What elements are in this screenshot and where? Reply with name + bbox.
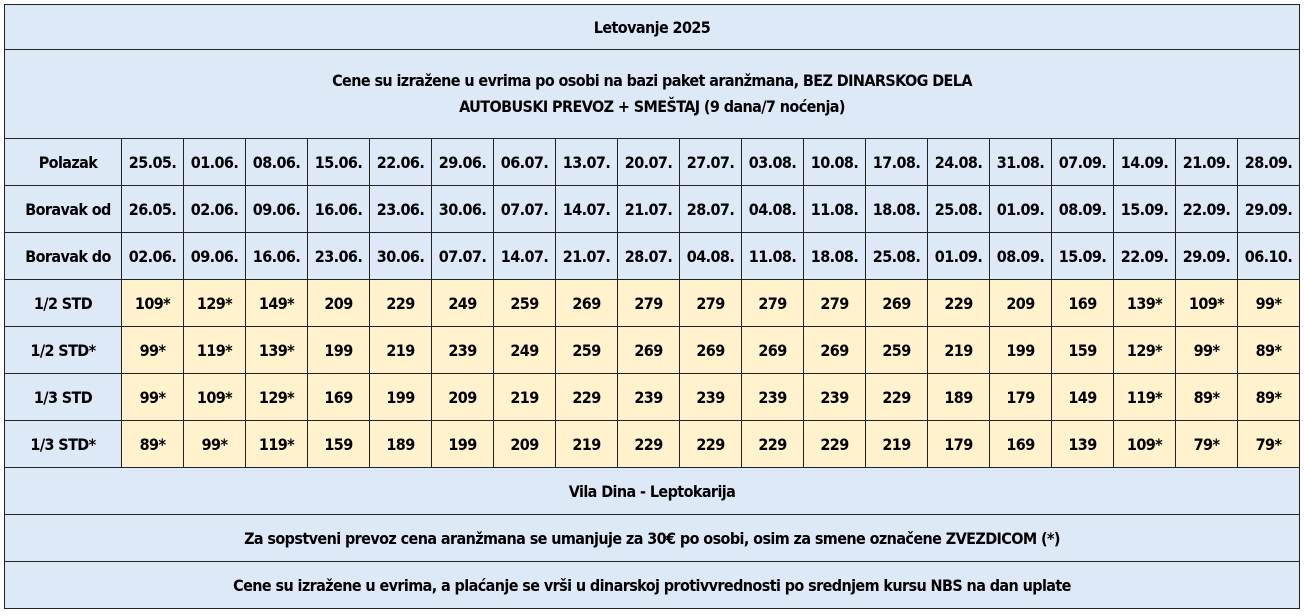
price-cell: 219 xyxy=(494,374,556,421)
own-transport-note: Za sopstveni prevoz cena aranžmana se umanjuje za 30€ po osobi, osim za smene označene ZVEZDICOM (*) xyxy=(5,515,1300,562)
price-cell: 229 xyxy=(866,374,928,421)
date-cell: 16.06. xyxy=(246,233,308,280)
date-cell: 25.08. xyxy=(928,186,990,233)
date-cell: 30.06. xyxy=(432,186,494,233)
date-cell: 23.06. xyxy=(370,186,432,233)
date-cell: 29.09. xyxy=(1176,233,1238,280)
date-cell: 10.08. xyxy=(804,139,866,186)
price-cell: 229 xyxy=(370,280,432,327)
price-cell: 279 xyxy=(804,280,866,327)
price-info xyxy=(5,50,1300,139)
date-cell: 04.08. xyxy=(742,186,804,233)
price-cell: 109* xyxy=(184,374,246,421)
date-cell: 11.08. xyxy=(804,186,866,233)
price-cell: 99* xyxy=(184,421,246,468)
date-cell: 15.09. xyxy=(1114,186,1176,233)
date-cell: 22.06. xyxy=(370,139,432,186)
date-cell: 15.06. xyxy=(308,139,370,186)
row-label: 1/2 STD* xyxy=(5,327,122,374)
date-cell: 08.09. xyxy=(1052,186,1114,233)
price-cell: 239 xyxy=(432,327,494,374)
price-cell: 79* xyxy=(1238,421,1300,468)
price-cell: 159 xyxy=(308,421,370,468)
price-cell: 209 xyxy=(308,280,370,327)
price-table xyxy=(4,4,1300,609)
price-cell: 279 xyxy=(680,280,742,327)
date-cell: 21.09. xyxy=(1176,139,1238,186)
date-cell: 18.08. xyxy=(866,186,928,233)
price-cell: 259 xyxy=(556,327,618,374)
price-cell: 239 xyxy=(680,374,742,421)
price-cell: 149* xyxy=(246,280,308,327)
table-row xyxy=(5,186,1300,233)
price-cell: 209 xyxy=(990,280,1052,327)
price-cell: 99* xyxy=(1238,280,1300,327)
date-cell: 29.09. xyxy=(1238,186,1300,233)
date-cell: 21.07. xyxy=(618,186,680,233)
date-cell: 09.06. xyxy=(246,186,308,233)
date-cell: 25.08. xyxy=(866,233,928,280)
price-cell: 189 xyxy=(370,421,432,468)
price-cell: 279 xyxy=(742,280,804,327)
price-cell: 249 xyxy=(494,327,556,374)
price-cell: 109* xyxy=(122,280,184,327)
date-cell: 24.08. xyxy=(928,139,990,186)
table-row xyxy=(5,327,1300,374)
date-cell: 15.09. xyxy=(1052,233,1114,280)
price-cell: 239 xyxy=(804,374,866,421)
price-cell: 89* xyxy=(122,421,184,468)
date-cell: 20.07. xyxy=(618,139,680,186)
price-cell: 139* xyxy=(246,327,308,374)
price-cell: 109* xyxy=(1176,280,1238,327)
date-cell: 06.07. xyxy=(494,139,556,186)
date-cell: 26.05. xyxy=(122,186,184,233)
price-cell: 229 xyxy=(804,421,866,468)
date-cell: 22.09. xyxy=(1176,186,1238,233)
table-title: Letovanje 2025 xyxy=(5,5,1300,50)
date-cell: 07.07. xyxy=(432,233,494,280)
date-cell: 01.09. xyxy=(928,233,990,280)
table-row xyxy=(5,421,1300,468)
date-cell: 14.09. xyxy=(1114,139,1176,186)
date-cell: 13.07. xyxy=(556,139,618,186)
price-cell: 219 xyxy=(928,327,990,374)
price-cell: 259 xyxy=(866,327,928,374)
price-cell: 219 xyxy=(370,327,432,374)
table-row xyxy=(5,374,1300,421)
price-cell: 119* xyxy=(1114,374,1176,421)
price-cell: 259 xyxy=(494,280,556,327)
price-info-line-2: AUTOBUSKI PREVOZ + SMEŠTAJ (9 dana/7 noćenja) xyxy=(459,97,845,116)
date-cell: 16.06. xyxy=(308,186,370,233)
date-cell: 07.09. xyxy=(1052,139,1114,186)
date-cell: 07.07. xyxy=(494,186,556,233)
date-cell: 01.06. xyxy=(184,139,246,186)
price-cell: 229 xyxy=(928,280,990,327)
payment-note: Cene su izražene u evrima, a plaćanje se vrši u dinarskoj protivvrednosti po srednjem kursu NBS na dan uplate xyxy=(5,562,1300,609)
price-cell: 109* xyxy=(1114,421,1176,468)
price-cell: 269 xyxy=(804,327,866,374)
price-cell: 199 xyxy=(432,421,494,468)
date-cell: 14.07. xyxy=(556,186,618,233)
date-cell: 08.09. xyxy=(990,233,1052,280)
date-cell: 21.07. xyxy=(556,233,618,280)
price-cell: 89* xyxy=(1238,327,1300,374)
date-cell: 14.07. xyxy=(494,233,556,280)
price-cell: 269 xyxy=(618,327,680,374)
price-cell: 129* xyxy=(184,280,246,327)
price-cell: 99* xyxy=(122,327,184,374)
row-label: Polazak xyxy=(5,139,122,186)
date-cell: 28.09. xyxy=(1238,139,1300,186)
date-cell: 31.08. xyxy=(990,139,1052,186)
price-cell: 229 xyxy=(618,421,680,468)
price-cell: 139* xyxy=(1114,280,1176,327)
date-cell: 28.07. xyxy=(618,233,680,280)
price-cell: 169 xyxy=(1052,280,1114,327)
own-transport-note-row xyxy=(5,515,1300,562)
price-cell: 209 xyxy=(494,421,556,468)
price-cell: 199 xyxy=(308,327,370,374)
row-label: 1/2 STD xyxy=(5,280,122,327)
row-label: 1/3 STD* xyxy=(5,421,122,468)
date-cell: 28.07. xyxy=(680,186,742,233)
title-row xyxy=(5,5,1300,50)
date-cell: 25.05. xyxy=(122,139,184,186)
table-row xyxy=(5,280,1300,327)
price-cell: 229 xyxy=(742,421,804,468)
price-cell: 219 xyxy=(556,421,618,468)
table-row xyxy=(5,233,1300,280)
price-cell: 179 xyxy=(928,421,990,468)
date-cell: 22.09. xyxy=(1114,233,1176,280)
date-cell: 27.07. xyxy=(680,139,742,186)
price-cell: 129* xyxy=(246,374,308,421)
date-cell: 30.06. xyxy=(370,233,432,280)
price-cell: 199 xyxy=(990,327,1052,374)
price-cell: 229 xyxy=(680,421,742,468)
price-cell: 89* xyxy=(1238,374,1300,421)
date-cell: 02.06. xyxy=(184,186,246,233)
table-row xyxy=(5,139,1300,186)
price-cell: 119* xyxy=(246,421,308,468)
price-cell: 169 xyxy=(308,374,370,421)
price-cell: 239 xyxy=(742,374,804,421)
price-cell: 249 xyxy=(432,280,494,327)
price-info-line-1: Cene su izražene u evrima po osobi na bazi paket aranžmana, BEZ DINARSKOG DELA xyxy=(332,71,972,90)
price-cell: 89* xyxy=(1176,374,1238,421)
info-row xyxy=(5,50,1300,139)
price-cell: 229 xyxy=(556,374,618,421)
price-cell: 239 xyxy=(618,374,680,421)
price-cell: 269 xyxy=(742,327,804,374)
price-cell: 219 xyxy=(866,421,928,468)
property-name: Vila Dina - Leptokarija xyxy=(5,468,1300,515)
price-cell: 199 xyxy=(370,374,432,421)
property-name-row xyxy=(5,468,1300,515)
date-cell: 02.06. xyxy=(122,233,184,280)
price-cell: 189 xyxy=(928,374,990,421)
price-cell: 129* xyxy=(1114,327,1176,374)
date-cell: 04.08. xyxy=(680,233,742,280)
price-cell: 79* xyxy=(1176,421,1238,468)
price-cell: 269 xyxy=(866,280,928,327)
date-cell: 06.10. xyxy=(1238,233,1300,280)
price-cell: 209 xyxy=(432,374,494,421)
price-cell: 99* xyxy=(122,374,184,421)
price-cell: 269 xyxy=(680,327,742,374)
payment-note-row xyxy=(5,562,1300,609)
date-cell: 23.06. xyxy=(308,233,370,280)
price-cell: 159 xyxy=(1052,327,1114,374)
row-label: Boravak od xyxy=(5,186,122,233)
price-cell: 169 xyxy=(990,421,1052,468)
price-cell: 149 xyxy=(1052,374,1114,421)
price-cell: 139 xyxy=(1052,421,1114,468)
date-cell: 18.08. xyxy=(804,233,866,280)
price-cell: 119* xyxy=(184,327,246,374)
row-label: 1/3 STD xyxy=(5,374,122,421)
date-cell: 03.08. xyxy=(742,139,804,186)
date-cell: 08.06. xyxy=(246,139,308,186)
price-cell: 279 xyxy=(618,280,680,327)
date-cell: 11.08. xyxy=(742,233,804,280)
date-cell: 09.06. xyxy=(184,233,246,280)
date-cell: 01.09. xyxy=(990,186,1052,233)
price-cell: 179 xyxy=(990,374,1052,421)
date-cell: 17.08. xyxy=(866,139,928,186)
price-cell: 99* xyxy=(1176,327,1238,374)
date-cell: 29.06. xyxy=(432,139,494,186)
price-cell: 269 xyxy=(556,280,618,327)
row-label: Boravak do xyxy=(5,233,122,280)
